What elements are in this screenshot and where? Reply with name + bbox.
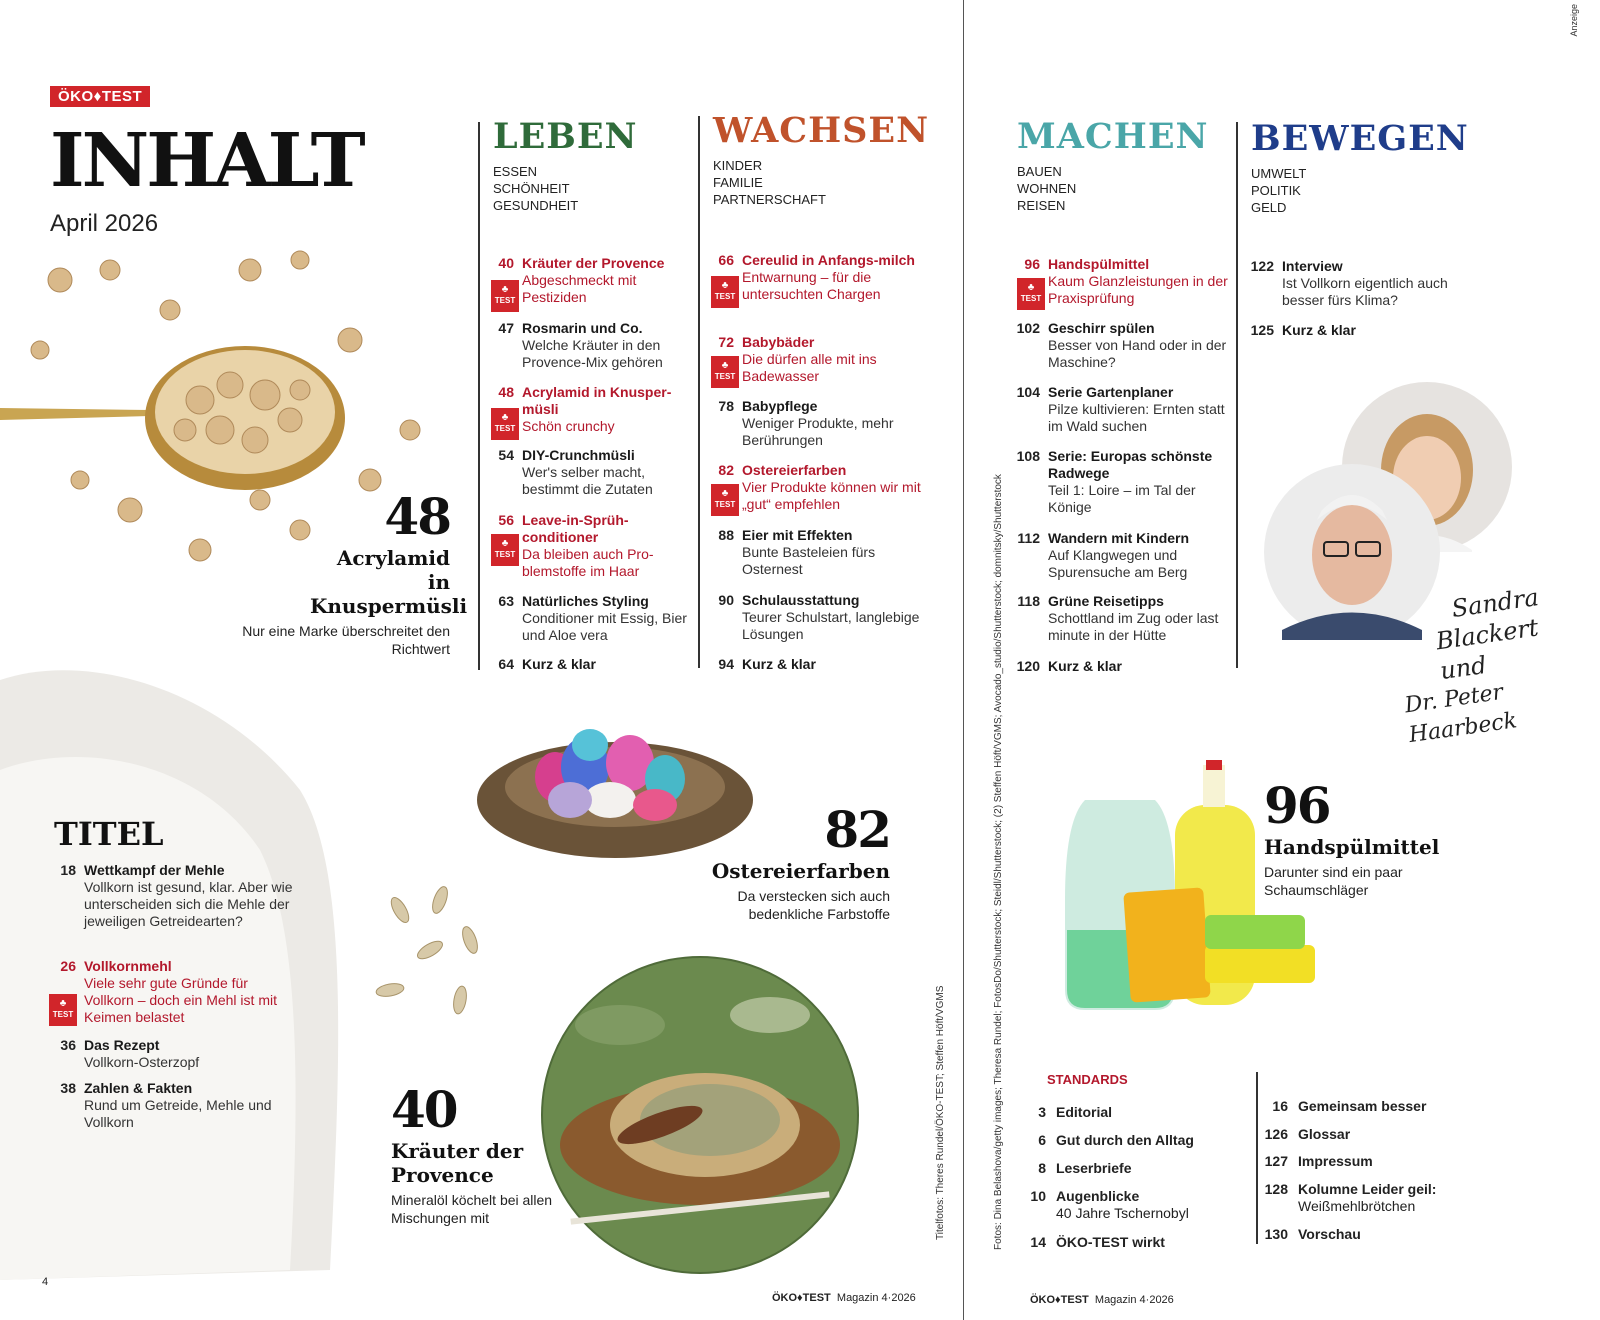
standard-entry-10[interactable]: 10 Augenblicke 40 Jahre Tschernobyl — [1030, 1188, 1189, 1221]
section-title: LEBEN — [493, 116, 638, 157]
standard-entry-127[interactable]: 127 Impressum — [1264, 1153, 1373, 1169]
feature-number: 40 — [391, 1080, 457, 1139]
toc-entry-82[interactable]: 82 Ostereierfarben Vier Produkte können wir mit „gut“ empfehlen — [718, 462, 921, 512]
feature-title: Kräuter der Provence — [391, 1139, 524, 1187]
test-badge-icon: ♣ TEST — [711, 484, 739, 516]
toc-entry-96[interactable]: 96 Handspülmittel Kaum Glanzleistungen in der Praxisprüfung — [1024, 256, 1228, 306]
toc-entry-108[interactable]: 108 Serie: Europas schönste Radwege Teil 1: Loire – im Tal der Könige — [1016, 448, 1213, 515]
toc-entry-72[interactable]: 72 Babybäder Die dürfen alle mit ins Badewasser — [718, 334, 877, 384]
feature-description: Mineralöl köchelt bei allen Mischungen mit — [391, 1192, 553, 1226]
feature-title: Ostereierfarben — [711, 859, 890, 883]
toc-entry-125[interactable]: 125 Kurz & klar — [1250, 322, 1356, 338]
feature-description: Nur eine Marke überschreitet den Richtwert — [242, 623, 450, 657]
test-badge-icon: ♣ TEST — [491, 534, 519, 566]
section-title: BEWEGEN — [1251, 118, 1469, 159]
standard-entry-126[interactable]: 126 Glossar — [1264, 1126, 1351, 1142]
toc-entry-56[interactable]: 56 Leave-in-Sprüh-conditioner Da bleiben auch Pro-blemstoffe im Haar — [498, 512, 654, 579]
toc-entry-112[interactable]: 112 Wandern mit Kindern Auf Klangwegen und Spurensuche am Berg — [1017, 530, 1190, 580]
section-title: WACHSEN — [713, 110, 930, 151]
toc-entry-66[interactable]: 66 Cereulid in Anfangs-milch Entwarnung – für die untersuchten Chargen — [718, 252, 915, 302]
feature-number: 48 — [384, 487, 450, 546]
toc-entry-54[interactable]: 54 DIY-Crunchmüsli Wer's selber macht, bestimmt die Zutaten — [498, 447, 653, 497]
titel-heading: TITEL — [54, 815, 164, 853]
column-divider — [1236, 122, 1238, 668]
section-machen[interactable] — [1017, 116, 1209, 214]
test-badge-icon: ♣ TEST — [1017, 278, 1045, 310]
toc-entry-118[interactable]: 118 Grüne Reisetipps Schottland im Zug oder last minute in der Hütte — [1017, 593, 1219, 643]
photo-credits: Fotos: Dina Belashova/getty images; Theresa Rundel; FotosDo/Shutterstock; Steidl/Shutterstock; (2) Steffen Höft/VGMS; Avocado_studio/Shutterstock; domnitsky/Shutterstock — [993, 474, 1004, 1250]
grain-image — [360, 880, 520, 1040]
toc-entry-88[interactable]: 88 Eier mit Effekten Bunte Basteleien fürs Osternest — [718, 527, 876, 577]
standard-entry-130[interactable]: 130 Vorschau — [1264, 1226, 1361, 1242]
gutter-line — [963, 0, 964, 1320]
standard-entry-3[interactable]: 3 Editorial — [1038, 1104, 1113, 1120]
toc-entry-94[interactable]: 94 Kurz & klar — [718, 656, 816, 672]
toc-entry-120[interactable]: 120 Kurz & klar — [1016, 658, 1122, 674]
toc-entry-40[interactable]: 40 Kräuter der Provence Abgeschmeckt mit Pestiziden — [498, 255, 665, 305]
toc-entry-64[interactable]: 64 Kurz & klar — [498, 656, 596, 672]
page-title: INHALT — [50, 118, 363, 204]
feature-title: Handspülmittel — [1264, 835, 1440, 859]
section-subtopics: ESSEN SCHÖNHEIT GESUNDHEIT — [493, 164, 579, 213]
standard-entry-6[interactable]: 6 Gut durch den Alltag — [1038, 1132, 1194, 1148]
column-divider — [1256, 1072, 1258, 1244]
standard-entry-16[interactable]: 16 Gemeinsam besser — [1272, 1098, 1427, 1114]
feature-48[interactable] — [240, 487, 468, 658]
test-badge-icon: ♣ TEST — [491, 280, 519, 312]
standard-entry-8[interactable]: 8 Leserbriefe — [1038, 1160, 1132, 1176]
page-number: 4 — [42, 1276, 49, 1288]
toc-entry-38[interactable]: 38 Zahlen & Fakten Rund um Getreide, Mehle und Vollkorn — [60, 1080, 272, 1130]
test-badge-icon: ♣ TEST — [491, 408, 519, 440]
test-badge-icon: ♣ TEST — [711, 356, 739, 388]
standards-heading: STANDARDS — [1047, 1072, 1128, 1087]
toc-entry-48[interactable]: 48 Acrylamid in Knusper-müsli Schön crunchy — [498, 384, 672, 434]
section-leben[interactable] — [493, 116, 638, 214]
feature-number: 82 — [824, 800, 890, 859]
standard-entry-128[interactable]: 128 Kolumne Leider geil: Weißmehlbrötchen — [1264, 1181, 1437, 1214]
feature-96[interactable] — [1264, 776, 1464, 899]
section-wachsen[interactable] — [713, 110, 929, 208]
toc-entry-102[interactable]: 102 Geschirr spülen Besser von Hand oder in der Maschine? — [1016, 320, 1227, 370]
herbs-bowl-image — [530, 955, 870, 1275]
editor-signature: Sandra Blackert und Dr. Peter Haarbeck — [1403, 583, 1541, 749]
toc-entry-36[interactable]: 36 Das Rezept Vollkorn-Osterzopf — [60, 1037, 200, 1070]
section-bewegen[interactable] — [1251, 118, 1469, 216]
footer-left: ÖKO♦TEST Magazin 4·2026 — [772, 1292, 916, 1304]
toc-entry-104[interactable]: 104 Serie Gartenplaner Pilze kultivieren: Ernten statt im Wald suchen — [1016, 384, 1225, 434]
issue-date: April 2026 — [50, 210, 159, 237]
section-subtopics: UMWELT POLITIK GELD — [1251, 166, 1307, 215]
section-title: MACHEN — [1017, 116, 1209, 157]
toc-entry-90[interactable]: 90 Schulausstattung Teurer Schulstart, langlebige Lösungen — [718, 592, 920, 642]
feature-82[interactable] — [700, 800, 890, 923]
test-badge-icon: ♣ TEST — [49, 994, 77, 1026]
feature-description: Da verstecken sich auch bedenkliche Farbstoffe — [737, 888, 890, 922]
footer-right: ÖKO♦TEST Magazin 4·2026 — [1030, 1294, 1174, 1306]
title-photo-credits: Titelfotos: Theres Rundel/ÖKO-TEST; Steffen Höft/VGMS — [935, 985, 946, 1240]
column-divider — [478, 122, 480, 670]
standard-entry-14[interactable]: 14 ÖKO-TEST wirkt — [1030, 1234, 1165, 1250]
feature-title: Acrylamid in Knuspermüsli — [310, 546, 468, 618]
test-badge-icon: ♣ TEST — [711, 276, 739, 308]
section-subtopics: BAUEN WOHNEN REISEN — [1017, 164, 1077, 213]
oekotest-logo: ÖKO♦TEST — [50, 86, 150, 107]
toc-entry-26[interactable]: 26 Vollkornmehl Viele sehr gute Gründe für Vollkorn – doch ein Mehl ist mit Keimen belastet — [60, 958, 277, 1025]
toc-entry-63[interactable]: 63 Natürliches Styling Conditioner mit Essig, Bier und Aloe vera — [498, 593, 687, 643]
ad-label: Anzeige — [1569, 4, 1579, 37]
feature-number: 96 — [1264, 776, 1330, 835]
feature-description: Darunter sind ein paar Schaumschläger — [1264, 864, 1403, 898]
toc-entry-122[interactable]: 122 Interview Ist Vollkorn eigentlich auch besser fürs Klima? — [1250, 258, 1448, 308]
toc-entry-47[interactable]: 47 Rosmarin und Co. Welche Kräuter in den Provence-Mix gehören — [498, 320, 663, 370]
toc-entry-18[interactable]: 18 Wettkampf der Mehle Vollkorn ist gesund, klar. Aber wie unterscheiden sich die Mehle der jeweiligen Getreidearten? — [60, 862, 293, 929]
toc-entry-78[interactable]: 78 Babypflege Weniger Produkte, mehr Berührungen — [718, 398, 894, 448]
section-subtopics: KINDER FAMILIE PARTNERSCHAFT — [713, 158, 826, 207]
